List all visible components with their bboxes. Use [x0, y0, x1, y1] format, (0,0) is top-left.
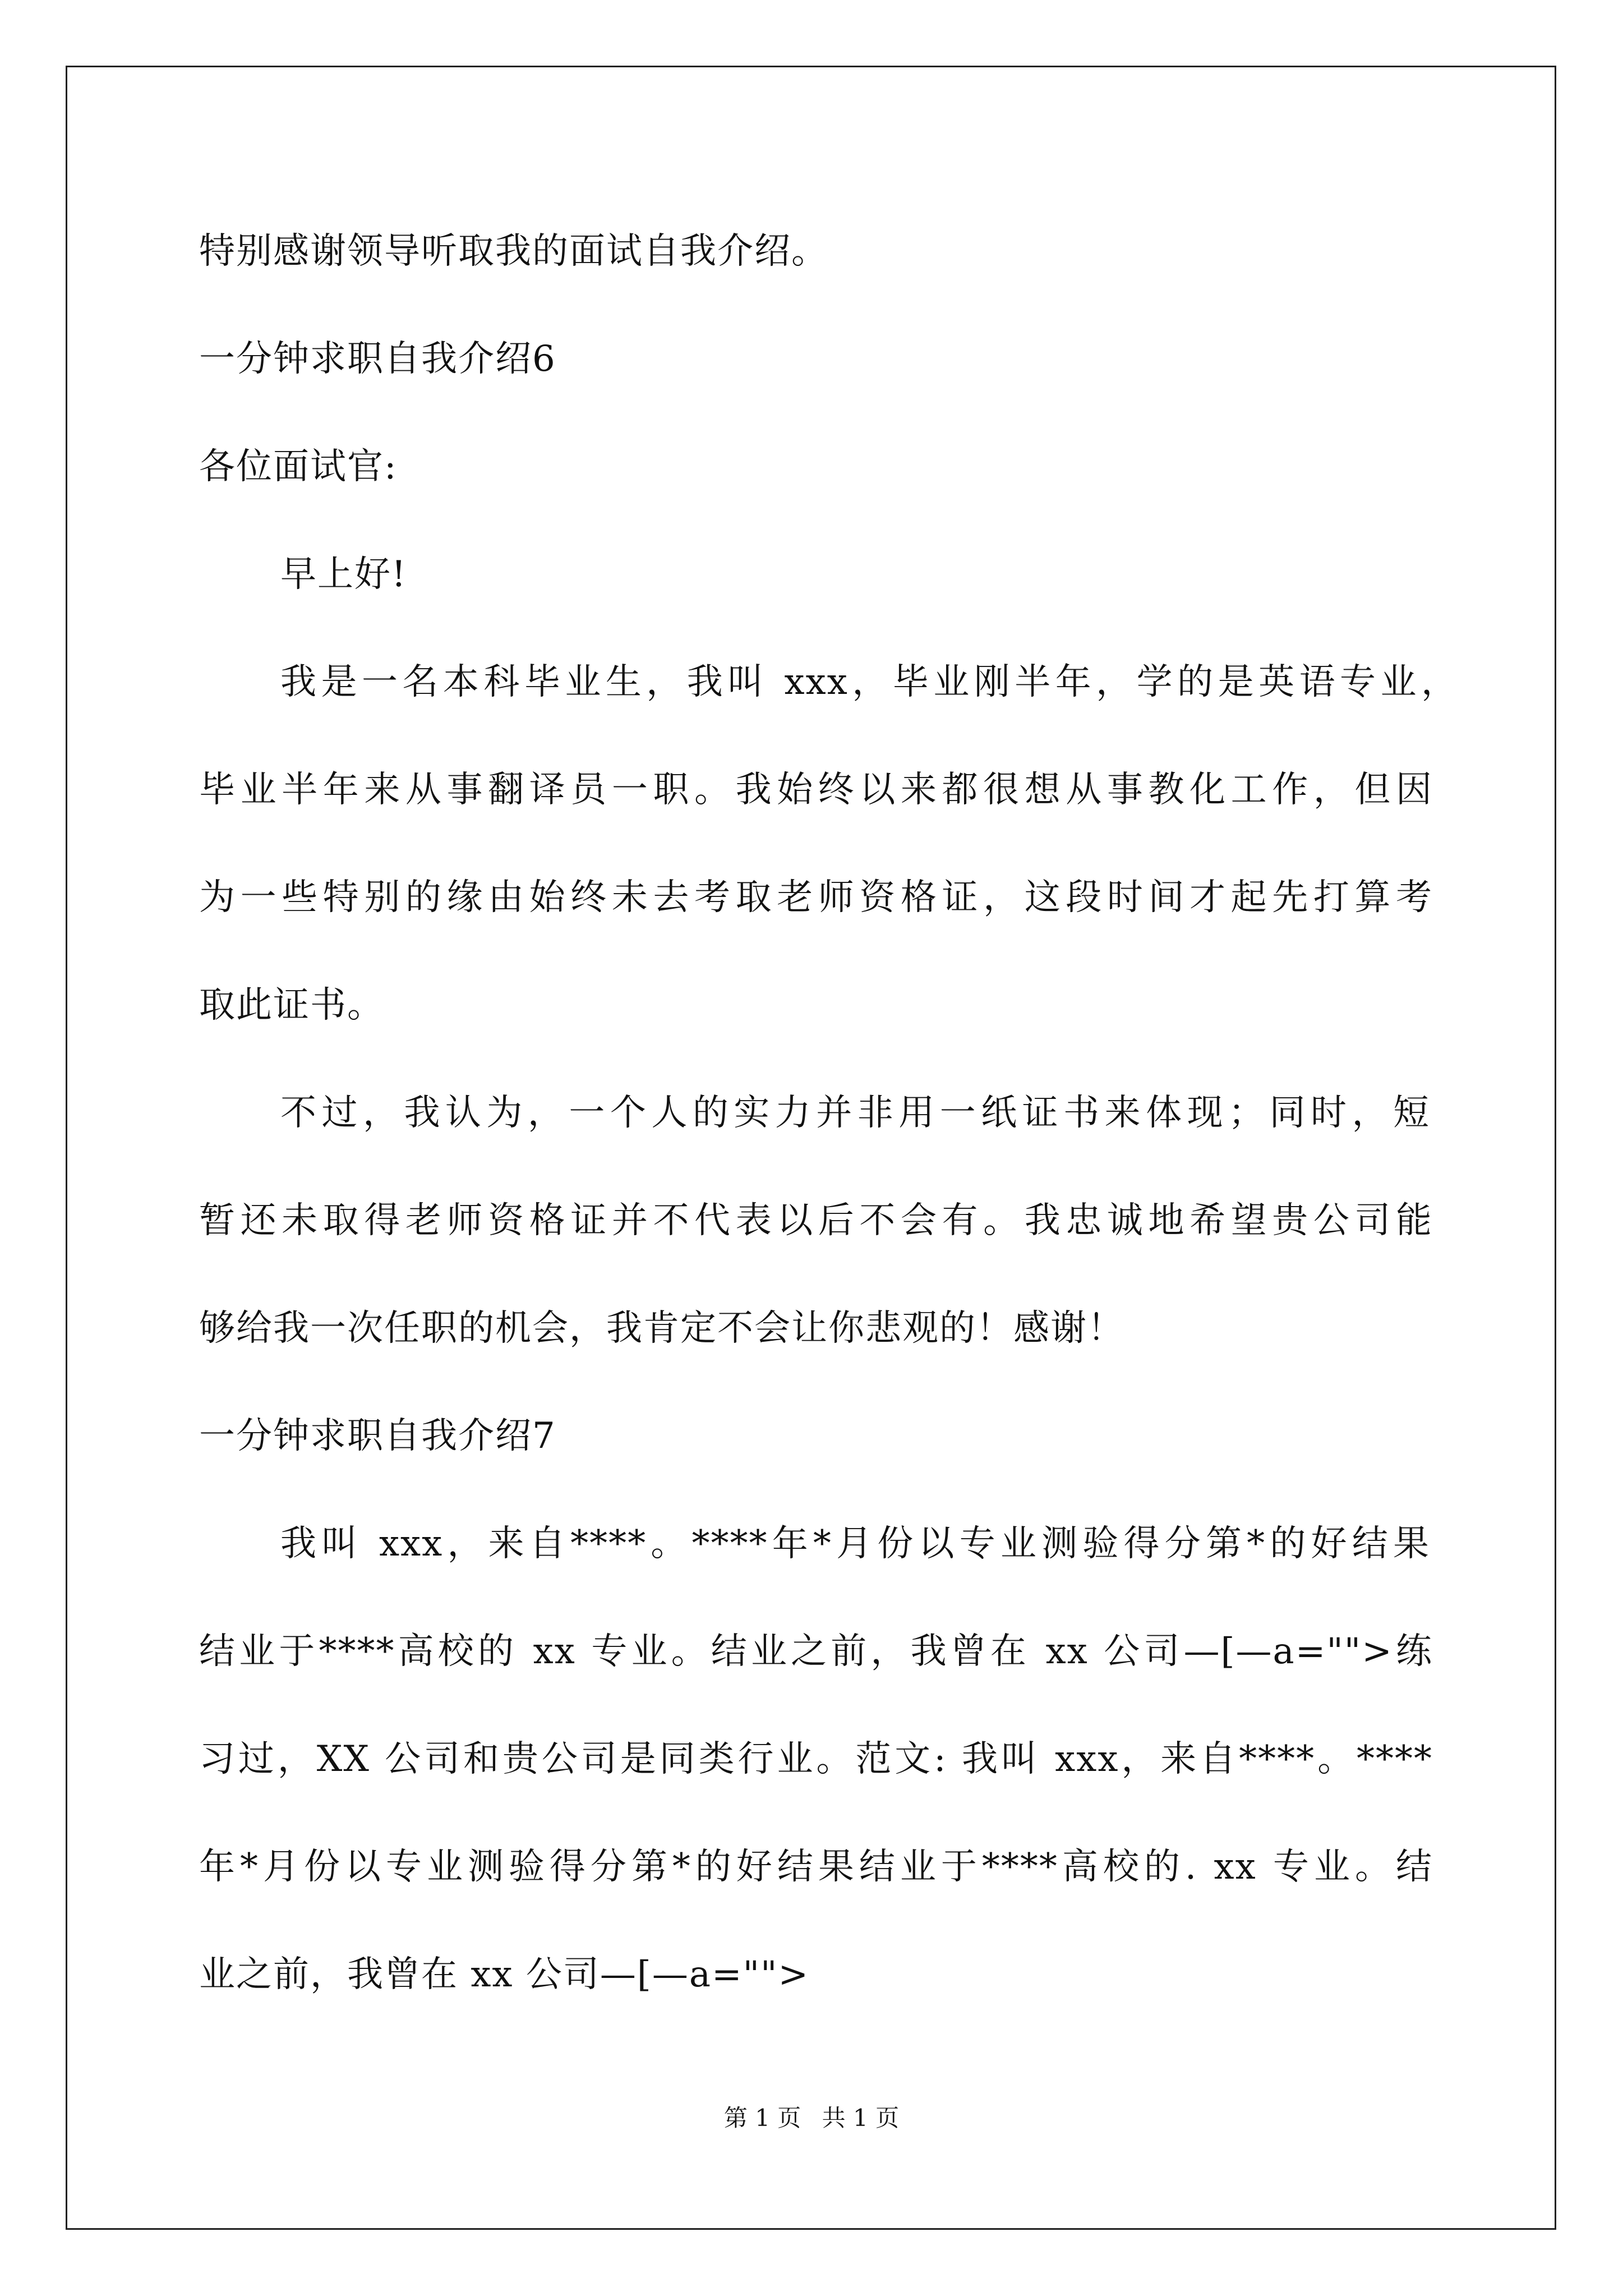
paragraph-line: 毕业半年来从事翻译员一职。我始终以来都很想从事教化工作，但因: [199, 769, 1433, 811]
paragraph-line: 为一些特别的缘由始终未去考取老师资格证，这段时间才起先打算考: [199, 877, 1433, 918]
section-heading-7: 一分钟求职自我介绍7: [199, 1415, 556, 1457]
salutation: 各位面试官:: [199, 446, 398, 487]
paragraph-line: 不过，我认为，一个人的实力并非用一纸证书来体现；同时，短: [280, 1092, 1430, 1134]
page-total: 共 1 页: [822, 2104, 900, 2132]
greeting: 早上好!: [280, 554, 407, 595]
paragraph-line: 我叫 xxx，来自****。****年*月份以专业测验得分第*的好结果: [280, 1523, 1430, 1565]
page-footer: [0, 2102, 1623, 2134]
paragraph-line: 习过，XX 公司和贵公司是同类行业。范文: 我叫 xxx，来自****。****: [199, 1738, 1433, 1780]
section-heading-6: 一分钟求职自我介绍6: [199, 338, 556, 380]
paragraph-line: 够给我一次任职的机会，我肯定不会让你悲观的！感谢！: [199, 1308, 1124, 1349]
paragraph-line: 年*月份以专业测验得分第*的好结果结业于****高校的. xx 专业。结: [199, 1846, 1433, 1888]
paragraph-line: 结业于****高校的 xx 专业。结业之前，我曾在 xx 公司—[—a="">练: [199, 1631, 1433, 1672]
paragraph-line: 暂还未取得老师资格证并不代表以后不会有。我忠诚地希望贵公司能: [199, 1200, 1433, 1241]
paragraph-line: 取此证书。: [199, 984, 384, 1026]
paragraph-line: 业之前，我曾在 xx 公司—[—a="">: [199, 1954, 810, 1995]
page-number: 第 1 页: [723, 2104, 801, 2132]
page-border: [66, 66, 1556, 2230]
closing-thanks-line: 特别感谢领导听取我的面试自我介绍。: [199, 231, 828, 272]
paragraph-line: 我是一名本科毕业生，我叫 xxx，毕业刚半年，学的是英语专业，: [280, 661, 1458, 703]
